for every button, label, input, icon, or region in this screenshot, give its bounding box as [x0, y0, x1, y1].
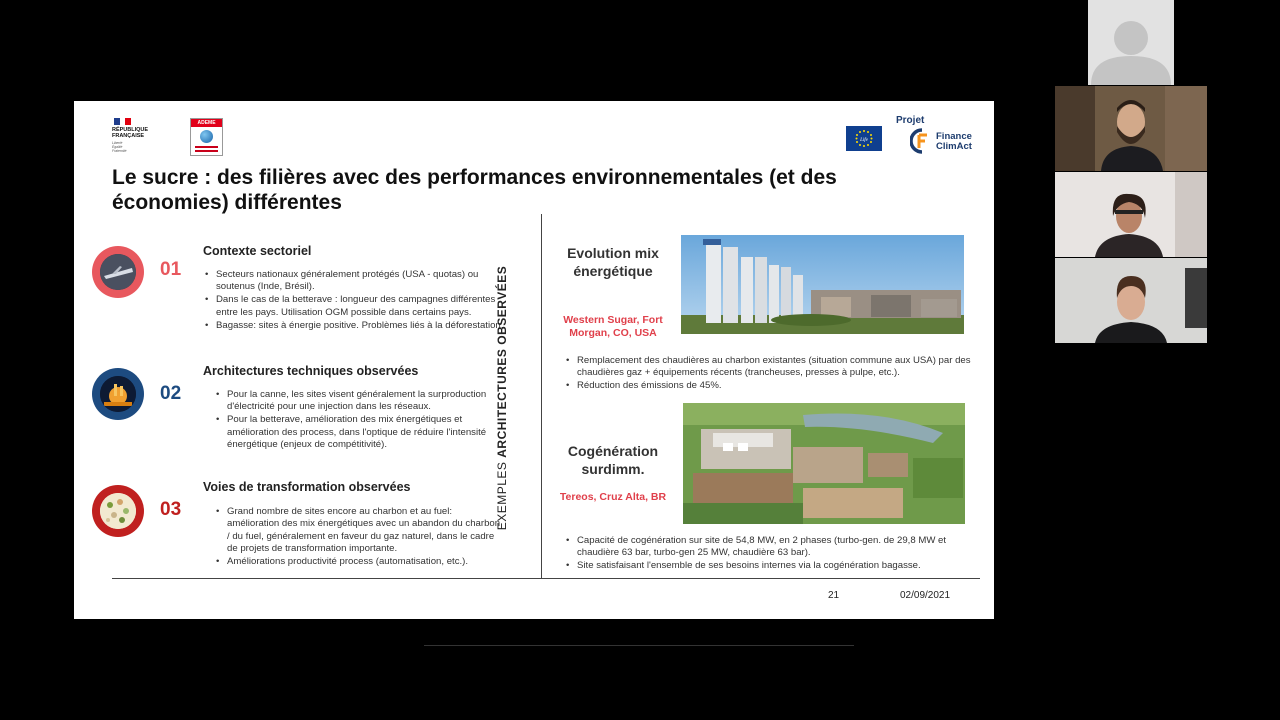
section-01-title: Contexte sectoriel: [203, 244, 312, 258]
fca-line1: Finance: [936, 131, 972, 142]
list-item: • Réduction des émissions de 45%.: [564, 380, 979, 392]
case-1-subtitle: Western Sugar, Fort Morgan, CO, USA: [563, 314, 663, 339]
vertical-prefix: EXEMPLES: [495, 457, 509, 531]
slide-title: Le sucre : des filières avec des performances environnementales (et des économies) différentes: [112, 166, 837, 214]
svg-text:Life: Life: [860, 138, 868, 143]
footer-divider: [112, 578, 980, 579]
section-03-number: 03: [160, 499, 182, 520]
section-02-number: 02: [160, 383, 182, 404]
section-03-bullets: [214, 506, 504, 569]
presentation-slide: [74, 101, 994, 619]
slide-date: 02/09/2021: [900, 590, 951, 601]
projet-label: Projet: [896, 115, 925, 126]
case-1-title: Evolution mix énergétique: [567, 245, 659, 279]
section-03-title: Voies de transformation observées: [203, 480, 411, 494]
tereos-plant-aerial-photo: [683, 403, 965, 524]
section-01-number: 01: [160, 259, 182, 280]
globe-icon: [200, 130, 213, 143]
list-item: • Bagasse: sites à énergie positive. Problèmes liés à la déforestation.: [203, 320, 513, 332]
bottom-divider: [424, 645, 854, 646]
finance-climact-logo-icon: [910, 128, 934, 154]
vertical-divider: [541, 214, 542, 578]
section-01-icon: [92, 246, 144, 298]
list-item: • Capacité de cogénération sur site de 54,8 MW, en 2 phases (turbo-gen. de 29,8 MW et chaudière 63 bar, turbo-gen 25 MW, chaudière 63 bar).: [564, 535, 979, 560]
participant-video-3[interactable]: [1055, 258, 1207, 343]
participant-video-placeholder[interactable]: [1088, 0, 1174, 85]
participant-1-image: [1055, 86, 1207, 171]
page-number: 21: [828, 590, 840, 601]
case-1-bullets: [564, 355, 979, 393]
list-item: • Pour la canne, les sites visent généralement la surproduction d'électricité pour une injection dans les réseaux.: [214, 389, 504, 414]
republique-francaise-logo: [112, 127, 148, 139]
rf-line2: FRANÇAISE: [112, 133, 145, 139]
section-03-icon: [92, 485, 144, 537]
list-item: • Pour la betterave, amélioration des mix énergétiques et amélioration des process, dans l'optique de réduire l'intensité énergétique (enjeux de compétitivité).: [214, 414, 504, 451]
case-2-bullets: [564, 535, 979, 573]
vertical-section-label: [495, 233, 509, 563]
participant-2-image: [1055, 172, 1207, 257]
list-item: • Site satisfaisant l'ensemble de ses besoins internes via la cogénération bagasse.: [564, 560, 979, 572]
participant-video-1[interactable]: [1055, 86, 1207, 171]
rf-motto: Liberté Égalité Fraternité: [112, 141, 127, 153]
list-item: • Grand nombre de sites encore au charbon et au fuel: amélioration des mix énergétiques avec un abandon du charbon / du fuel, généralement en faveur du gaz naturel, dans le cadre de projets de transformation importante.: [214, 506, 504, 556]
list-item: • Remplacement des chaudières au charbon existantes (situation commune aux USA) par des chaudières gaz + équipements récents (trancheuses, presses à pulpe, etc.).: [564, 355, 979, 380]
section-02-title: Architectures techniques observées: [203, 364, 419, 378]
eu-flag-icon: [846, 126, 882, 151]
finance-climact-logo: [936, 132, 972, 152]
fca-line2: ClimAct: [936, 141, 972, 152]
case-2-subtitle: Tereos, Cruz Alta, BR: [559, 491, 667, 503]
user-avatar-icon: [1088, 0, 1174, 85]
ademe-logo: [190, 118, 223, 156]
participant-video-2[interactable]: [1055, 172, 1207, 257]
case-2-title: Cogénération surdimm.: [567, 443, 659, 477]
list-item: • Améliorations productivité process (automatisation, etc.).: [214, 556, 504, 568]
list-item: • Secteurs nationaux généralement protégés (USA - quotas) ou soutenus (Inde, Brésil).: [203, 269, 513, 294]
rf-line1: RÉPUBLIQUE: [112, 127, 149, 133]
republique-francaise-flag-icon: [114, 118, 131, 125]
section-02-bullets: [214, 389, 504, 452]
vertical-bold: ARCHITECTURES OBSERVÉES: [495, 265, 509, 458]
section-01-bullets: [203, 269, 513, 333]
western-sugar-factory-photo: [681, 235, 964, 334]
ademe-label: ADEME: [191, 119, 222, 127]
section-02-icon: [92, 368, 144, 420]
participant-3-image: [1055, 258, 1207, 343]
list-item: • Dans le cas de la betterave : longueur des campagnes différentes entre les pays. Utilisation OGM possible dans certains pays.: [203, 294, 513, 319]
